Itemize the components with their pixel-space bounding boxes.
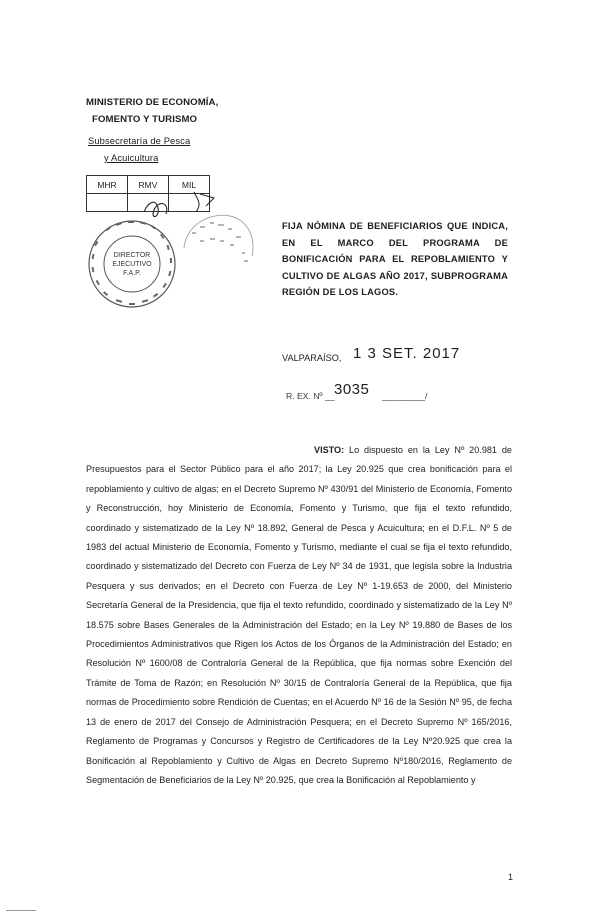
resolution-number-trailing: _________/ — [382, 391, 428, 401]
date-stamp: 1 3 SET. 2017 — [353, 345, 461, 362]
official-seal — [86, 218, 178, 310]
subsecretaria-subname: y Acuicultura — [104, 152, 159, 163]
faded-stamp-icon — [178, 208, 258, 280]
ministry-name: MINISTERIO DE ECONOMÍA, — [86, 97, 219, 108]
resolution-title: FIJA NÓMINA DE BENEFICIARIOS QUE INDICA, EN EL MARCO DEL PROGRAMA DE BONIFICACIÓN PARA EL REPOBLAMIENTO Y CULTIVO DE ALGAS AÑO 2017, SUBPROGRAMA REGIÓN DE LOS LAGOS. — [282, 221, 508, 298]
seal-line-3: F.A.P. — [123, 270, 141, 277]
visto-label: VISTO: — [314, 445, 345, 455]
seal-icon — [86, 218, 178, 310]
initials-cell: MHR — [87, 176, 128, 194]
visto-body: Lo dispuesto en la Ley Nº 20.981 de Presupuestos para el Sector Público para el año 2017; la Ley 20.925 que crea bonificación para el repoblamiento y cultivo de algas; en el Decreto Supremo Nº 430/91 del Ministerio de Economía, Fomento y Reconstrucción, hoy Ministerio de Economía, Fomento y Turismo, que fija el texto refundido, coordinado y sistematizado de la Ley Nº 18.892, General de Pesca y Acuicultura; en el D.F.L. Nº 5 de 1983 del actual Ministerio de Economía, Fomento y Turismo, mediante el cual se fija el texto refundido, coordinado y sistematizado del Decreto con Fuerza de Ley Nº 34 de 1931, que legisla sobre la Industria Pesquera y sus derivados; en el Decreto con Fuerza de Ley Nº 1-19.653 de 2000, del Ministerio Secretaría General de la Presidencia, que fija el texto refundido, coordinado y sistematizado de la Ley Nº 18.575 sobre Bases Generales de la Administración del Estado; en la Ley Nº 19.880 de Bases de los Procedimientos Administrativos que Rigen los Actos de los Órganos de la Administración del Estado; en Resolución Nº 1600/08 de Contraloría General de la República, que fija normas sobre Exención del Trámite de Toma de Razón; en Resolución Nº 30/15 de Contraloría General de la República, que fija normas de Procedimiento sobre Rendición de Cuentas; en el Acuerdo Nº 16 de la Sesión Nº 95, de fecha 13 de enero de 2017 del Consejo de Administración Pesquera; en el Decreto Supremo Nº 165/2016, Reglamento de Programas y Concursos y Registro de Certificadores de la Ley Nº20.925 que crea la Bonificación al Repoblamiento y Cultivo de Algas en Decreto Supremo Nº180/2016, Reglamento de Segmentación de Beneficiarios de la Ley Nº 20.925, que crea la Bonificación al Repoblamiento y — [86, 445, 512, 785]
initials-cell — [87, 194, 128, 212]
ministry-subname: FOMENTO Y TURISMO — [92, 114, 198, 125]
subsecretaria-name: Subsecretaría de Pesca — [88, 135, 191, 146]
location-label: VALPARAÍSO, — [282, 353, 342, 363]
resolution-number-label: R. EX. Nº __ — [286, 391, 335, 401]
initials-cell: RMV — [128, 176, 169, 194]
resolution-number: 3035 — [334, 381, 370, 398]
bottom-edge-mark — [6, 910, 36, 911]
page-number: 1 — [508, 872, 514, 882]
initials-cell: MIL — [169, 176, 210, 194]
seal-line-1: DIRECTOR — [113, 252, 151, 259]
faded-stamp — [178, 208, 258, 280]
seal-line-2: EJECUTIVO — [112, 261, 152, 268]
visto-paragraph — [86, 441, 512, 790]
